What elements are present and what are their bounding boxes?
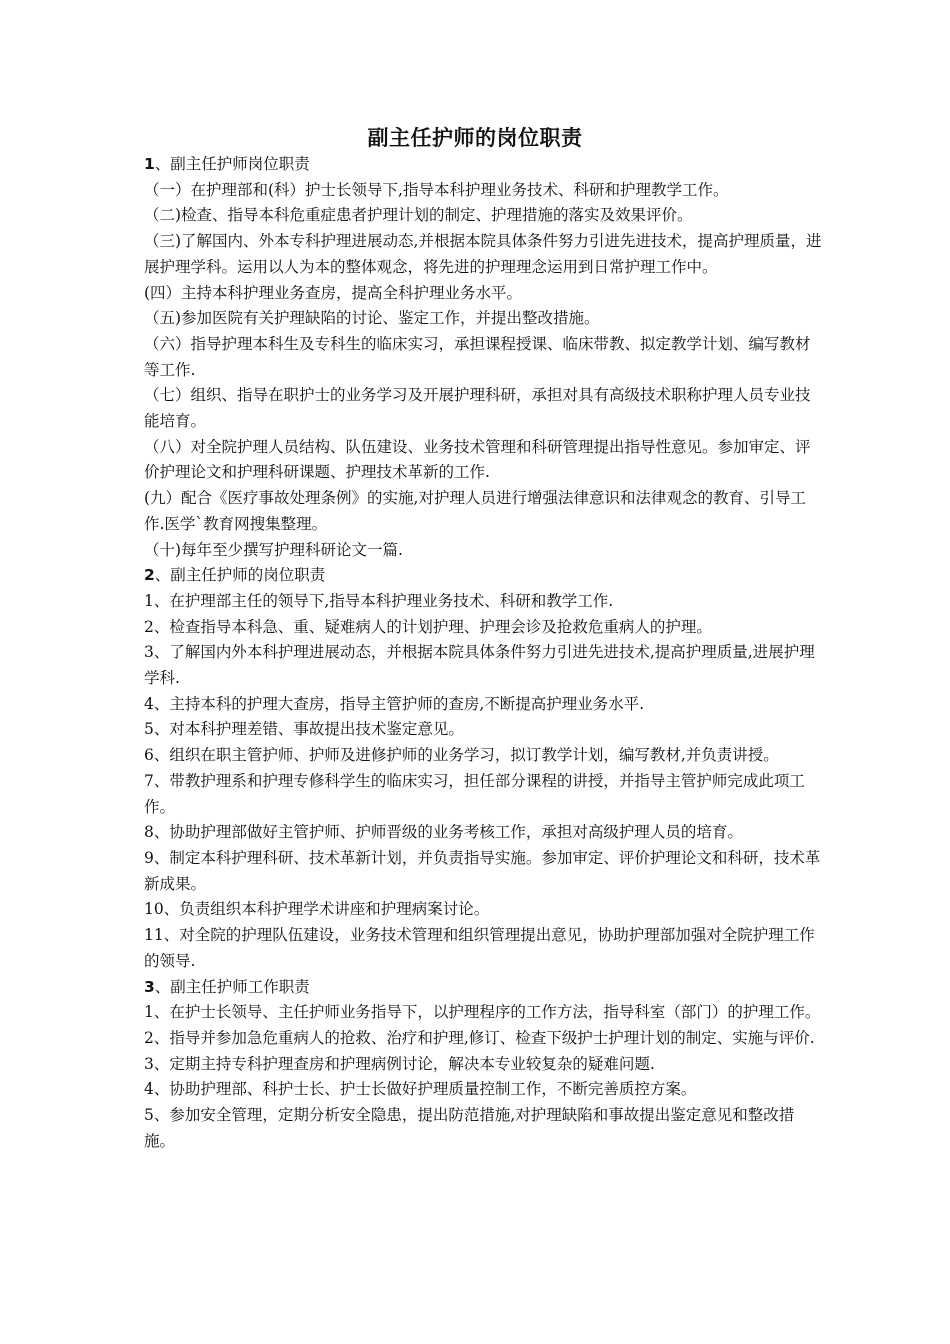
paragraph: 3、了解国内外本科护理进展动态，并根据本院具体条件努力引进先进技术,提高护理质量,进展护理学科. — [144, 643, 815, 688]
section-heading-text: 、副主任护师的岗位职责 — [154, 566, 326, 585]
section-number: 3 — [144, 977, 155, 996]
paragraph: （二)检查、指导本科危重症患者护理计划的制定、护理措施的落实及效果评价。 — [144, 206, 693, 225]
paragraph: 9、制定本科护理科研、技术革新计划，并负责指导实施。参加审定、评价护理论文和科研，技术革新成果。 — [144, 848, 821, 893]
section-heading — [144, 563, 824, 589]
paragraph: （十)每年至少撰写护理科研论文一篇. — [144, 540, 403, 559]
paragraph: 4、协助护理部、科护士长、护士长做好护理质量控制工作，不断完善质控方案。 — [144, 1080, 697, 1099]
paragraph: 5、对本科护理差错、事故提出技术鉴定意见。 — [144, 720, 464, 739]
document-title: 副主任护师的岗位职责 — [367, 126, 583, 150]
paragraph: 6、组织在职主管护师、护师及进修护师的业务学习，拟订教学计划，编写教材,并负责讲授。 — [144, 746, 779, 765]
document-body — [144, 152, 824, 1154]
paragraph: 8、协助护理部做好主管护师、护师晋级的业务考核工作，承担对高级护理人员的培育。 — [144, 823, 743, 842]
paragraph: (九）配合《医疗事故处理条例》的实施,对护理人员进行增强法律意识和法律观念的教育、引导工作.医学`教育网搜集整理。 — [144, 489, 806, 533]
paragraph: 7、带教护理系和护理专修科学生的临床实习，担任部分课程的讲授，并指导主管护师完成此项工作。 — [144, 771, 805, 816]
paragraph: 3、定期主持专科护理查房和护理病例讨论，解决本专业较复杂的疑难问题. — [144, 1054, 655, 1073]
paragraph: 1、在护士长领导、主任护师业务指导下，以护理程序的工作方法，指导科室（部门）的护理工作。 — [144, 1003, 821, 1022]
section-heading-text: 、副主任护师岗位职责 — [154, 155, 310, 173]
paragraph: （七）组织、指导在职护士的业务学习及开展护理科研，承担对具有高级技术职称护理人员专业技能培育。 — [144, 386, 811, 431]
paragraph: 11、对全院的护理队伍建设，业务技术管理和组织管理提出意见，协助护理部加强对全院护理工作的领导. — [144, 926, 815, 970]
paragraph: （一）在护理部和(科）护士长领导下,指导本科护理业务技术、科研和护理教学工作。 — [144, 180, 729, 199]
paragraph: （三)了解国内、外本专科护理进展动态,并根据本院具体条件努力引进先进技术，提高护理质量，进展护理学科。运用以人为本的整体观念，将先进的护理理念运用到日常护理工作中。 — [144, 232, 822, 276]
paragraph: （五)参加医院有关护理缺陷的讨论、鉴定工作，并提出整改措施。 — [144, 309, 600, 328]
paragraph: 10、负责组织本科护理学术讲座和护理病案讨论。 — [144, 900, 490, 919]
section-heading — [144, 152, 824, 178]
paragraph: （六）指导护理本科生及专科生的临床实习，承担课程授课、临床带教、拟定教学计划、编写教材等工作. — [144, 334, 811, 379]
paragraph: 5、参加安全管理，定期分析安全隐患，提出防范措施,对护理缺陷和事故提出鉴定意见和整改措施。 — [144, 1106, 795, 1150]
paragraph: 2、检查指导本科急、重、疑难病人的计划护理、护理会诊及抢救危重病人的护理。 — [144, 617, 712, 636]
paragraph: （八）对全院护理人员结构、队伍建设、业务技术管理和科研管理提出指导性意见。参加审定、评价护理论文和护理科研课题、护理技术革新的工作. — [144, 437, 811, 482]
section-number: 2 — [144, 566, 155, 585]
section-number: 1 — [144, 155, 155, 173]
paragraph: 2、指导并参加急危重病人的抢救、治疗和护理,修订、检查下级护士护理计划的制定、实施与评价. — [144, 1028, 815, 1047]
paragraph: (四）主持本科护理业务查房，提高全科护理业务水平。 — [144, 283, 523, 302]
paragraph: 1、在护理部主任的领导下,指导本科护理业务技术、科研和教学工作. — [144, 591, 614, 610]
section-heading — [144, 975, 824, 1001]
section-heading-text: 、副主任护师工作职责 — [154, 977, 310, 996]
paragraph: 4、主持本科的护理大查房，指导主管护师的查房,不断提高护理业务水平. — [144, 694, 645, 713]
